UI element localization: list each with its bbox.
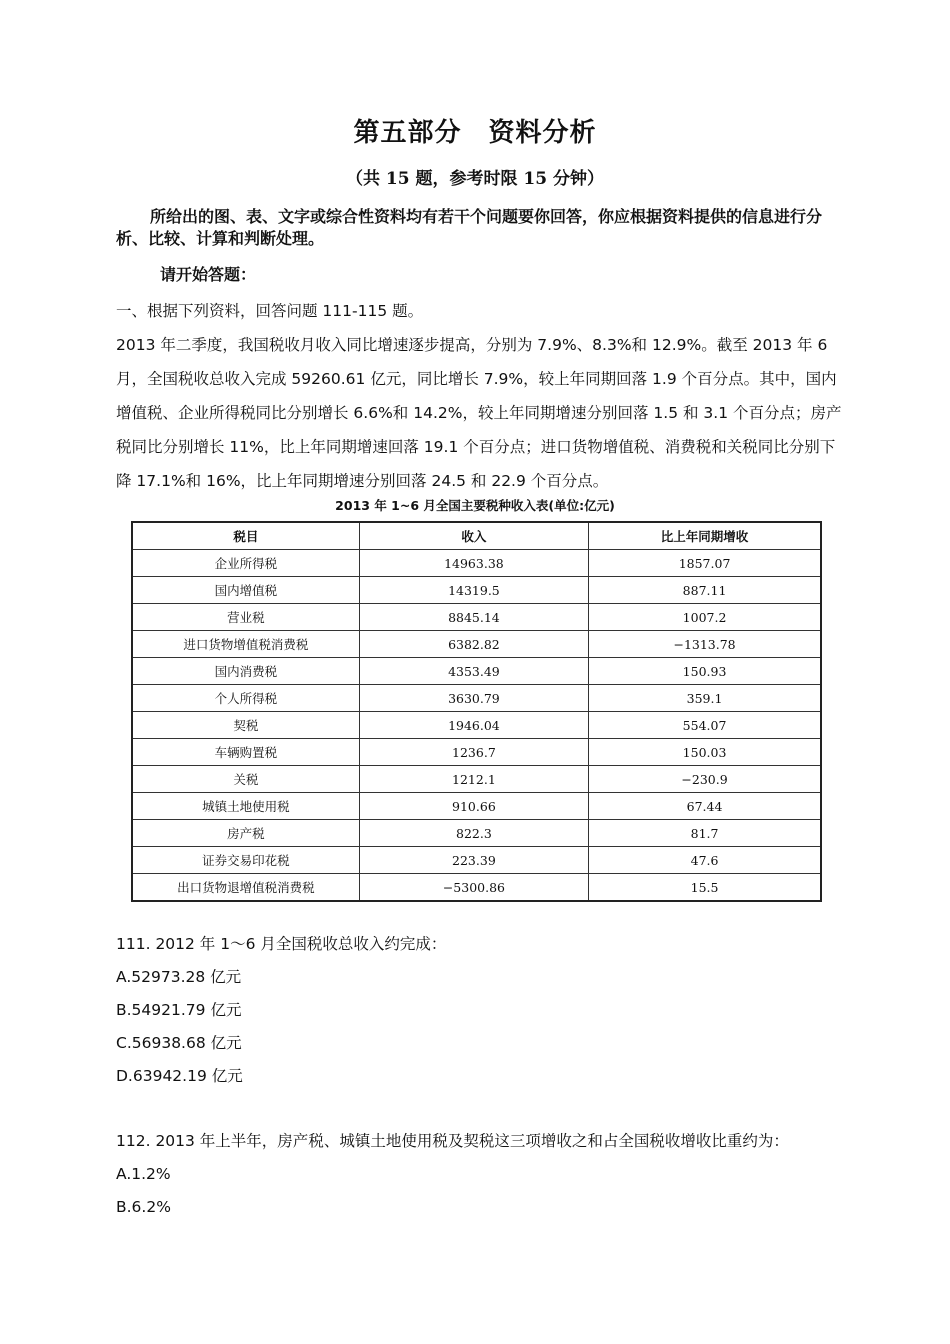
table-row xyxy=(132,550,821,577)
cell-tax-item: 国内消费税 xyxy=(132,658,359,685)
option-b: B.54921.79 亿元 xyxy=(116,1001,242,1019)
question-stem: 112. 2013 年上半年，房产税、城镇土地使用税及契税这三项增收之和占全国税收增收比重约为： xyxy=(116,1132,789,1150)
table-row xyxy=(132,766,821,793)
cell-increase: 81.7 xyxy=(589,820,821,847)
cell-tax-item: 房产税 xyxy=(132,820,359,847)
table-row xyxy=(132,604,821,631)
header-tax-item: 税目 xyxy=(132,522,359,550)
table-row xyxy=(132,820,821,847)
cell-increase: 150.03 xyxy=(589,739,821,766)
section-heading: 一、根据下列资料，回答问题 111-115 题。 xyxy=(116,302,424,320)
cell-revenue: 4353.49 xyxy=(359,658,588,685)
table-header-row xyxy=(132,522,821,550)
cell-revenue: 1946.04 xyxy=(359,712,588,739)
table-row xyxy=(132,847,821,874)
cell-tax-item: 个人所得税 xyxy=(132,685,359,712)
tax-revenue-table xyxy=(131,521,822,902)
cell-increase: 887.11 xyxy=(589,577,821,604)
cell-increase: 1857.07 xyxy=(589,550,821,577)
option-b: B.6.2% xyxy=(116,1198,171,1216)
cell-increase: 67.44 xyxy=(589,793,821,820)
cell-increase: 15.5 xyxy=(589,874,821,902)
table-row xyxy=(132,685,821,712)
cell-tax-item: 企业所得税 xyxy=(132,550,359,577)
cell-increase: 47.6 xyxy=(589,847,821,874)
table-row xyxy=(132,577,821,604)
cell-tax-item: 出口货物退增值税消费税 xyxy=(132,874,359,902)
cell-revenue: 6382.82 xyxy=(359,631,588,658)
cell-tax-item: 关税 xyxy=(132,766,359,793)
question-111 xyxy=(116,928,846,1093)
cell-tax-item: 城镇土地使用税 xyxy=(132,793,359,820)
cell-revenue: 822.3 xyxy=(359,820,588,847)
cell-revenue: 1212.1 xyxy=(359,766,588,793)
table-row xyxy=(132,874,821,902)
option-c: C.56938.68 亿元 xyxy=(116,1034,242,1052)
table-row xyxy=(132,712,821,739)
question-112 xyxy=(116,1125,846,1224)
cell-revenue: 14319.5 xyxy=(359,577,588,604)
cell-tax-item: 证券交易印花税 xyxy=(132,847,359,874)
page-title: 第五部分 资料分析 xyxy=(353,118,597,148)
cell-revenue: 3630.79 xyxy=(359,685,588,712)
cell-increase: −1313.78 xyxy=(589,631,821,658)
table-row xyxy=(132,739,821,766)
cell-revenue: 223.39 xyxy=(359,847,588,874)
cell-tax-item: 营业税 xyxy=(132,604,359,631)
cell-increase: 150.93 xyxy=(589,658,821,685)
cell-revenue: 1236.7 xyxy=(359,739,588,766)
cell-revenue: −5300.86 xyxy=(359,874,588,902)
cell-increase: 359.1 xyxy=(589,685,821,712)
table-row xyxy=(132,631,821,658)
header-increase: 比上年同期增收 xyxy=(589,522,821,550)
cell-tax-item: 契税 xyxy=(132,712,359,739)
page-subtitle: （共 15 题，参考时限 15 分钟） xyxy=(346,169,604,189)
table-row xyxy=(132,793,821,820)
table-title: 2013 年 1~6 月全国主要税种收入表(单位:亿元) xyxy=(335,498,615,513)
option-d: D.63942.19 亿元 xyxy=(116,1067,243,1085)
instructions-paragraph: 所给出的图、表、文字或综合性资料均有若干个问题要你回答，你应根据资料提供的信息进行分析、比较、计算和判断处理。 xyxy=(116,207,823,248)
cell-revenue: 8845.14 xyxy=(359,604,588,631)
passage-text: 2013 年二季度，我国税收月收入同比增速逐步提高，分别为 7.9%、8.3%和 12.9%。截至 2013 年 6 月，全国税收总收入完成 59260.61 亿元，同比增长 7.9%，较上年同期回落 1.9 个百分点。其中，国内增值税、企业所得税同比分别增长 6.6%和 14.2%，较上年同期增速分别回落 1.5 和 3.1 个百分点；房产税同比分别增长 11%，比上年同期增速回落 19.1 个百分点；进口货物增值税、消费税和关税同比分别下降 17.1%和 16%，比上年同期增速分别回落 24.5 和 22.9 个百分点。 xyxy=(116,336,842,490)
cell-increase: 554.07 xyxy=(589,712,821,739)
question-stem: 111. 2012 年 1～6 月全国税收总收入约完成： xyxy=(116,935,447,953)
cell-increase: −230.9 xyxy=(589,766,821,793)
cell-revenue: 910.66 xyxy=(359,793,588,820)
option-a: A.52973.28 亿元 xyxy=(116,968,242,986)
cell-tax-item: 进口货物增值税消费税 xyxy=(132,631,359,658)
cell-tax-item: 车辆购置税 xyxy=(132,739,359,766)
cell-revenue: 14963.38 xyxy=(359,550,588,577)
start-label: 请开始答题： xyxy=(160,265,257,284)
cell-increase: 1007.2 xyxy=(589,604,821,631)
option-a: A.1.2% xyxy=(116,1165,171,1183)
table-row xyxy=(132,658,821,685)
cell-tax-item: 国内增值税 xyxy=(132,577,359,604)
header-revenue: 收入 xyxy=(359,522,588,550)
